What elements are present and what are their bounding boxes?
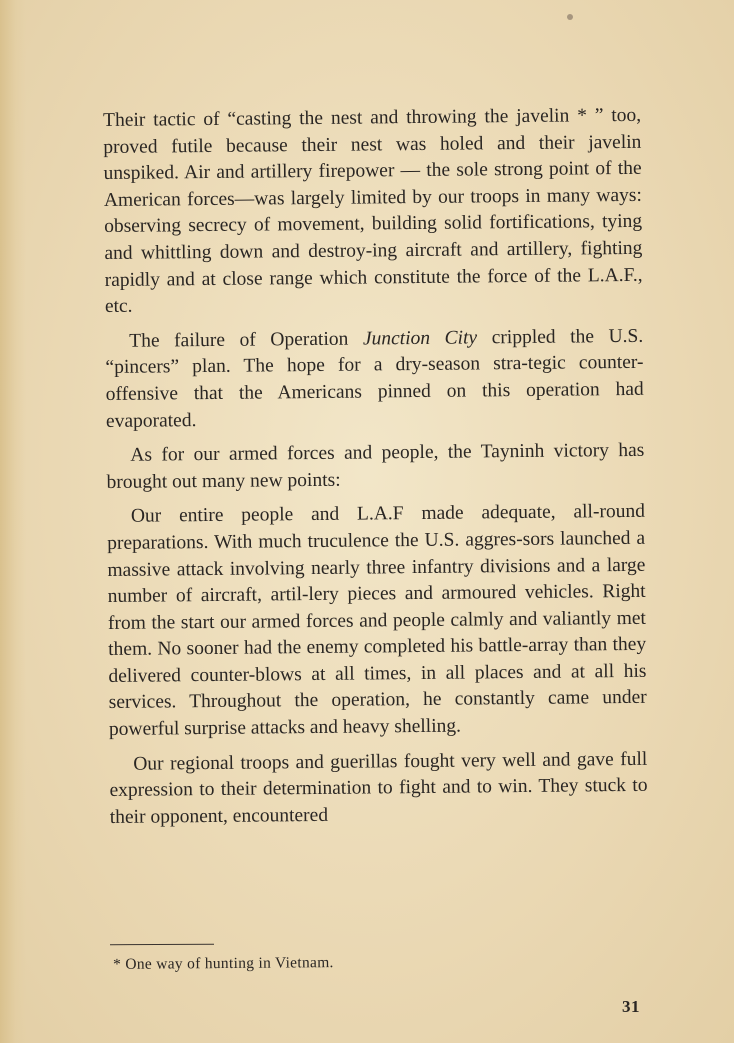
- paragraph-junction-city-lead: The failure of Operation: [129, 328, 364, 352]
- ink-speck: [567, 14, 573, 20]
- paragraph-tayninh-victory: As for our armed forces and people, the Tayninh victory has brought out many new points:: [106, 439, 645, 493]
- page-number: 31: [622, 997, 640, 1016]
- paragraph-junction-city-rest: crippled the U.S. “pincers” plan. The hope for a dry-season stra-tegic counter-offensive that the Americans pinned on this operation had evaporated.: [105, 325, 644, 432]
- paragraph-preparations: Our entire people and L.A.F made adequate, all-round preparations. With much truculence the U.S. aggres-sors launched a massive attack involving nearly three infantry divisions and a large number of aircraft, artil-lery pieces and armoured vehicles. Right from the start our armed forces and people calmly and valiantly met them. No sooner had the enemy completed his battle-array than they delivered counter-blows at all times, in all places and at all his services. Throughout the operation, he constantly came under powerful surprise attacks and heavy shelling.: [107, 501, 647, 741]
- footnote-rule: [110, 944, 214, 946]
- paragraph-tactic: Their tactic of “casting the nest and throwing the javelin * ” too, proved futile because their nest was holed and their javelin unspiked. Air and artillery firepower — the sole strong point of the American forces—was largely limited by our troops in many ways: observing secrecy of movement, building solid fortifications, tying and whittling down and destroy-ing aircraft and artillery, fighting rapidly and at close range which constitute the force of the L.A.F., etc.: [103, 104, 643, 318]
- paragraph-regional-troops: Our regional troops and guerillas fought very well and gave full expression to their determination to fight and to win. They stuck to their opponent, encountered: [109, 748, 648, 828]
- body-text: [103, 103, 648, 840]
- paragraph-junction-city: [105, 324, 644, 436]
- page-gutter-shadow: [0, 0, 26, 1043]
- footnote: * One way of hunting in Vietnam.: [113, 954, 334, 973]
- operation-name: Junction City: [362, 327, 478, 350]
